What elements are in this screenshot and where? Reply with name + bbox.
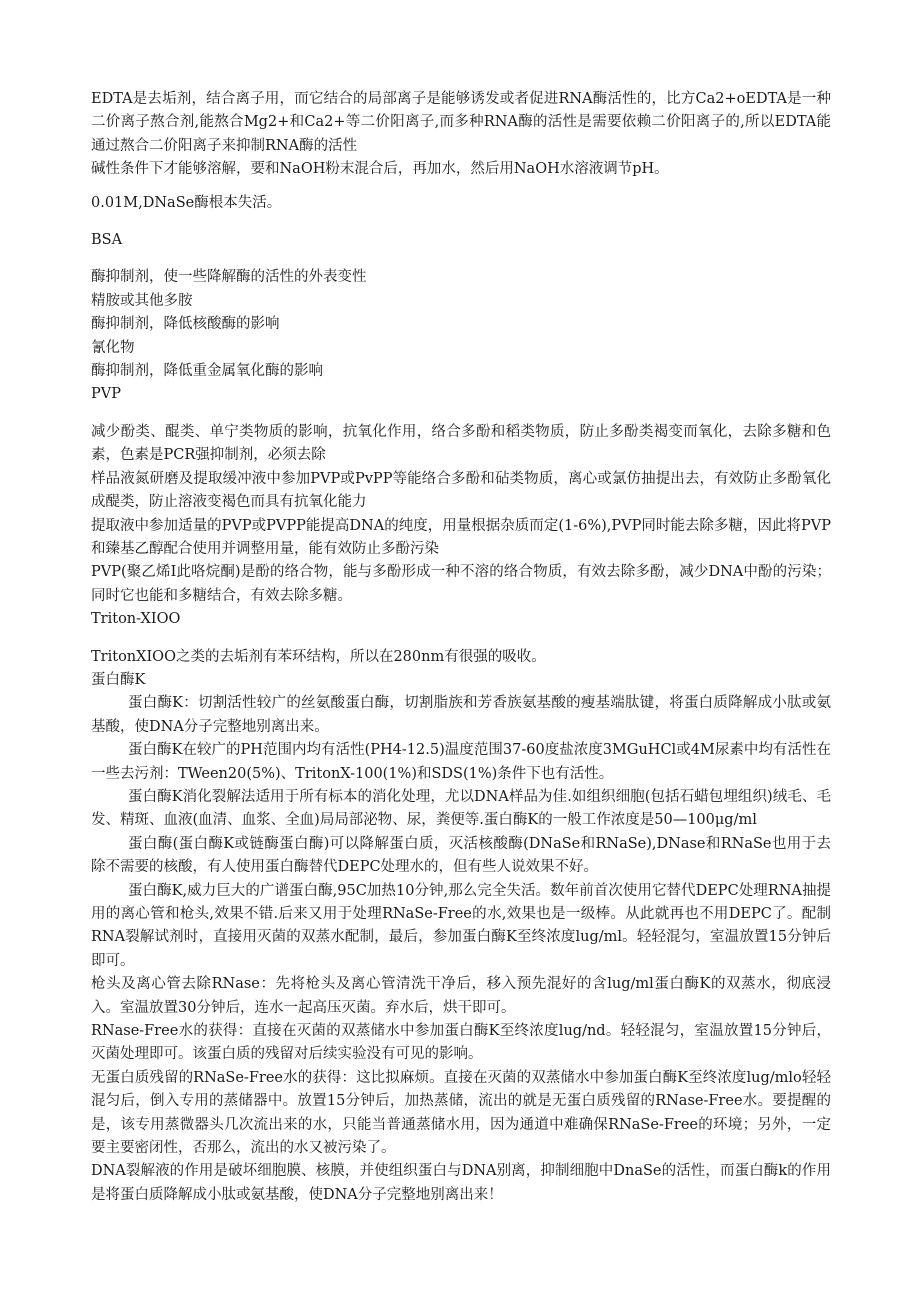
heading-pvp: PVP bbox=[91, 386, 121, 403]
heading-cyanide: 氰化物 bbox=[91, 339, 135, 356]
paragraph: TritonXIOO之类的去垢剂有苯环结构，所以在280nm有很强的吸收。 bbox=[91, 648, 546, 665]
document-body bbox=[91, 88, 831, 1207]
paragraph: 0.01M,DNaSe酶根本失活。 bbox=[91, 194, 282, 211]
paragraph: PVP(聚乙烯I此咯烷酮)是酚的络合物，能与多酚形成一种不溶的络合物质，有效去除多酚，减少DNA中酚的污染；同时它也能和多糖结合，有效去除多糖。 bbox=[91, 564, 831, 604]
paragraph: EDTA是去垢剂，结合离子用，而它结合的局部离子是能够诱发或者促进RNA酶活性的，比方Ca2+oEDTA是一种二价离子熬合剂,能熬合Mg2+和Ca2+等二价阳离子,而多种RNA酶的活性是需要依赖二价阳离子的,所以EDTA能通过熬合二价阳离子来抑制RNA酶的活性 bbox=[91, 91, 831, 154]
heading-polyamine: 精胺或其他多胺 bbox=[91, 292, 193, 309]
paragraph: 枪头及离心管去除RNase：先将枪头及离心管清洗干净后，移入预先混好的含lug∕ml蛋白酶K的双蒸水，彻底浸入。室温放置30分钟后，连水一起高压灭菌。弃水后，烘干即可。 bbox=[91, 976, 831, 1016]
paragraph: 样品液氮研磨及提取缓冲液中参加PVP或PvPP等能络合多酚和砧类物质，离心或氯仿抽提出去，有效防止多酚氧化成醍类，防止溶液变褐色而具有抗氧化能力 bbox=[91, 470, 831, 511]
paragraph: 酶抑制剂，使一些降解酶的活性的外表变性 bbox=[91, 269, 367, 286]
paragraph: 减少酚类、醌类、单宁类物质的影响，抗氧化作用，络合多酚和稻类物质，防止多酚类褐变而氧化，去除多糖和色素，色素是PCR强抑制剂，必须去除 bbox=[91, 423, 831, 464]
paragraph: 无蛋白质残留的RNaSe-Free水的获得：这比拟麻烦。直接在灭菌的双蒸储水中参加蛋白酶K至终浓度lug∕mlo轻轻混匀后，倒入专用的蒸储器中。放置15分钟后，加热蒸储，流出的就是无蛋白质残留的RNase-Free水。要提醒的是，该专用蒸微器头几次流出来的水，只能当普通蒸储水用，因为通道中难确保RNaSe-Free的环境；另外，一定要主要密闭性，否那么，流出的水又被污染了。 bbox=[91, 1069, 831, 1157]
paragraph: 蛋白酶K,威力巨大的广谱蛋白酶,95C加热10分钟,那么完全失活。数年前首次使用它替代DEPC处理RNA抽提用的离心管和枪头,效果不错.后来又用于处理RNaSe-Free的水,效果也是一级棒。从此就再也不用DEPC了。配制RNA裂解试剂时，直接用灭菌的双蒸水配制，最后，参加蛋白酶K至终浓度lug/ml。轻轻混匀，室温放置15分钟后即可。 bbox=[91, 882, 831, 969]
paragraph: DNA裂解液的作用是破坏细胞膜、核膜，并使组织蛋白与DNA别离，抑制细胞中DnaSe的活性，而蛋白酶k的作用是将蛋白质降解成小肽或氨基酸，使DNA分子完整地别离出来！ bbox=[91, 1163, 831, 1203]
heading-proteinase-k: 蛋白酶K bbox=[91, 671, 146, 688]
paragraph: 提取液中参加适量的PVP或PVPP能提高DNA的纯度，用量根据杂质而定(1-6%),PVP同时能去除多糖，因此将PVP和臻基乙醇配合使用并调整用量，能有效防止多酚污染 bbox=[91, 517, 831, 557]
paragraph: 蛋白酶K：切割活性较广的丝氨酸蛋白酶，切割脂族和芳香族氨基酸的瘦基端肽键，将蛋白质降解成小肽或氨基酸，使DNA分子完整地别离出来。 bbox=[91, 695, 831, 735]
paragraph: 蛋白酶K在较广的PH范围内均有活性(PH4-12.5)温度范围37-60度盐浓度3MGuHCl或4M尿素中均有活性在一些去污剂：TWeen20(5%)、TritonX-100(1%)和SDS(1%)条件下也有活性。 bbox=[91, 742, 831, 782]
paragraph: 酶抑制剂，降低重金属氧化酶的影响 bbox=[91, 363, 323, 380]
heading-triton: Triton-XIOO bbox=[91, 611, 181, 628]
paragraph: 酶抑制剂，降低核酸酶的影响 bbox=[91, 316, 280, 333]
paragraph: 蛋白酶(蛋白酶K或链酶蛋白酶)可以降解蛋白质，灭活核酸酶(DNaSe和RNaSe),DNase和RNaSe也用于去除不需要的核酸，有人使用蛋白酶替代DEPC处理水的，但有些人说效果不好。 bbox=[91, 835, 831, 876]
paragraph: 碱性条件下才能够溶解，要和NaOH粉末混合后，再加水，然后用NaOH水溶液调节pH。 bbox=[91, 161, 669, 178]
paragraph: RNase-Free水的获得：直接在灭菌的双蒸储水中参加蛋白酶K至终浓度lug/nd。轻轻混匀，室温放置15分钟后，灭菌处理即可。该蛋白质的残留对后续实验没有可见的影响。 bbox=[91, 1023, 831, 1063]
heading-bsa: BSA bbox=[91, 232, 123, 249]
paragraph: 蛋白酶K消化裂解法适用于所有标本的消化处理，尤以DNA样品为佳.如组织细胞(包括石蜡包埋组织)绒毛、毛发、精斑、血液(血清、血浆、全血)局局部泌物、尿，粪便等.蛋白酶K的一般工作浓度是50—100μg/ml bbox=[91, 788, 831, 829]
